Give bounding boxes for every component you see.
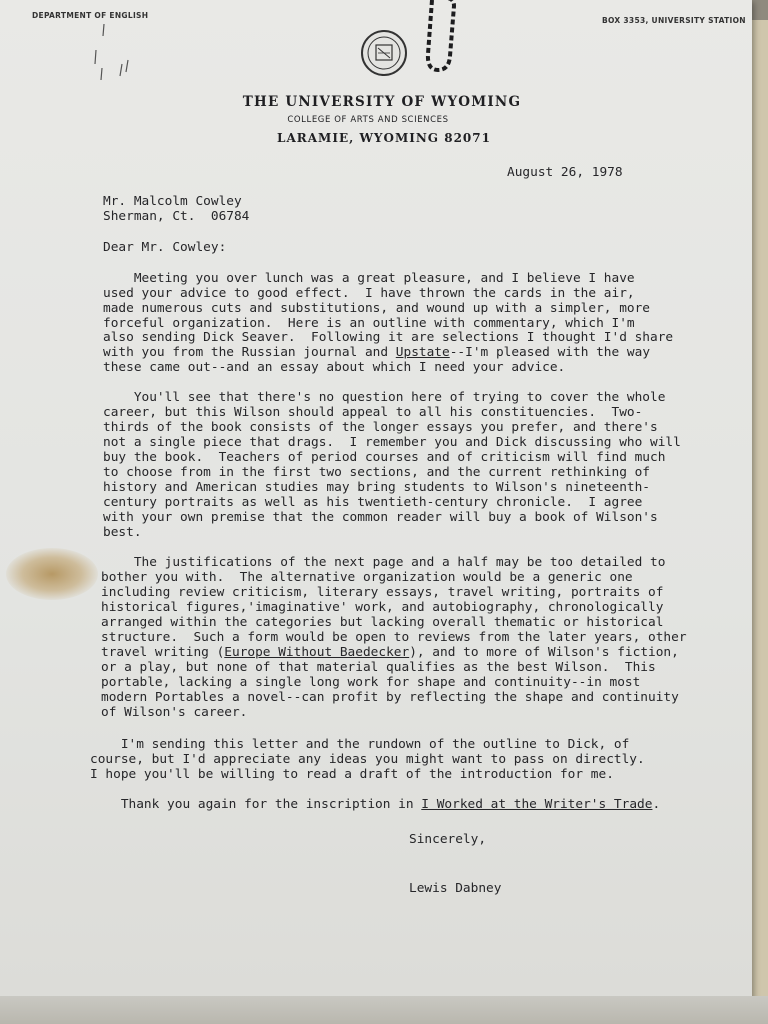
paragraph-line: best. xyxy=(103,525,142,540)
university-name: THE UNIVERSITY OF WYOMING xyxy=(242,94,522,110)
box-address: BOX 3353, UNIVERSITY STATION xyxy=(602,16,746,25)
paragraph-line: not a single piece that drags. I remember you and Dick discussing who will xyxy=(103,435,681,450)
letter-date: August 26, 1978 xyxy=(507,165,623,180)
thanks-line xyxy=(90,797,660,813)
paragraph-line: modern Portables a novel--can profit by reflecting the shape and continuity xyxy=(101,690,679,705)
line-text: travel writing ( xyxy=(101,645,225,660)
line-text: Thank you again for the inscription in xyxy=(90,797,422,812)
paragraph-line: buy the book. Teachers of period courses and of criticism will find much xyxy=(103,450,666,465)
paragraph-line: century portraits as well as his twentieth-century chronicle. I agree xyxy=(103,495,643,510)
paragraph-line: I hope you'll be willing to read a draft of the introduction for me. xyxy=(90,767,614,782)
upstate-title: Upstate xyxy=(395,345,450,360)
paragraph-line: forceful organization. Here is an outline with commentary, which I'm xyxy=(103,316,635,331)
line-text: ), and to more of Wilson's fiction, xyxy=(409,645,679,660)
paragraph-line: career, but this Wilson should appeal to all his constituencies. Two- xyxy=(103,405,643,420)
book-title: I Worked at the Writer's Trade xyxy=(421,797,653,812)
paragraph-line: these came out--and an essay about which I need your advice. xyxy=(103,360,566,375)
recipient-name: Mr. Malcolm Cowley xyxy=(103,194,242,209)
paragraph-line: made numerous cuts and substitutions, and wound up with a simpler, more xyxy=(103,301,651,316)
department-label: DEPARTMENT OF ENGLISH xyxy=(32,11,149,20)
desk-edge xyxy=(0,996,768,1024)
paragraph-line: history and American studies may bring students to Wilson's nineteenth- xyxy=(103,480,651,495)
paragraph-line: of Wilson's career. xyxy=(101,705,248,720)
paragraph-line xyxy=(103,345,650,361)
recipient-address: Sherman, Ct. 06784 xyxy=(103,209,250,224)
salutation: Dear Mr. Cowley: xyxy=(103,240,227,255)
line-text: with you from the Russian journal and xyxy=(103,345,396,360)
paragraph-line: You'll see that there's no question here of trying to cover the whole xyxy=(103,390,666,405)
paragraph-line: with your own premise that the common reader will buy a book of Wilson's xyxy=(103,510,658,525)
paragraph-line: including review criticism, literary essays, travel writing, portraits of xyxy=(101,585,664,600)
signature: Lewis Dabney xyxy=(409,881,502,896)
paragraph-line: bother you with. The alternative organization would be a generic one xyxy=(101,570,633,585)
paragraph-line: to choose from in the first two sections, and the current rethinking of xyxy=(103,465,651,480)
paragraph-line: thirds of the book consists of the longer essays you prefer, and there's xyxy=(103,420,658,435)
paragraph-line: used your advice to good effect. I have thrown the cards in the air, xyxy=(103,286,635,301)
coffee-stain xyxy=(6,548,98,600)
paper-clip-icon xyxy=(420,0,460,74)
line-text: --I'm pleased with the way xyxy=(449,345,651,360)
paragraph-line: or a play, but none of that material qualifies as the best Wilson. This xyxy=(101,660,656,675)
line-text: . xyxy=(652,797,661,812)
paragraph-line: historical figures,'imaginative' work, and autobiography, chronologically xyxy=(101,600,664,615)
europe-title: Europe Without Baedecker xyxy=(224,645,410,660)
paragraph-line: portable, lacking a single long work for shape and continuity--in most xyxy=(101,675,641,690)
paragraph-line: arranged within the categories but lacking overall thematic or historical xyxy=(101,615,664,630)
paragraph-line: The justifications of the next page and a half may be too detailed to xyxy=(103,555,666,570)
college-name: COLLEGE OF ARTS AND SCIENCES xyxy=(287,115,449,125)
paragraph-line: Meeting you over lunch was a great pleasure, and I believe I have xyxy=(103,271,635,286)
paragraph-line: structure. Such a form would be open to reviews from the later years, other xyxy=(101,630,687,645)
paragraph-line: course, but I'd appreciate any ideas you might want to pass on directly. xyxy=(90,752,645,767)
city-line: LARAMIE, WYOMING 82071 xyxy=(277,131,491,145)
paragraph-line xyxy=(101,645,679,661)
pencil-marks xyxy=(74,20,164,90)
paragraph-line: also sending Dick Seaver. Following it are selections I thought I'd share xyxy=(103,330,674,345)
university-seal-icon xyxy=(360,28,408,78)
closing: Sincerely, xyxy=(409,832,487,847)
paragraph-line: I'm sending this letter and the rundown of the outline to Dick, of xyxy=(90,737,630,752)
